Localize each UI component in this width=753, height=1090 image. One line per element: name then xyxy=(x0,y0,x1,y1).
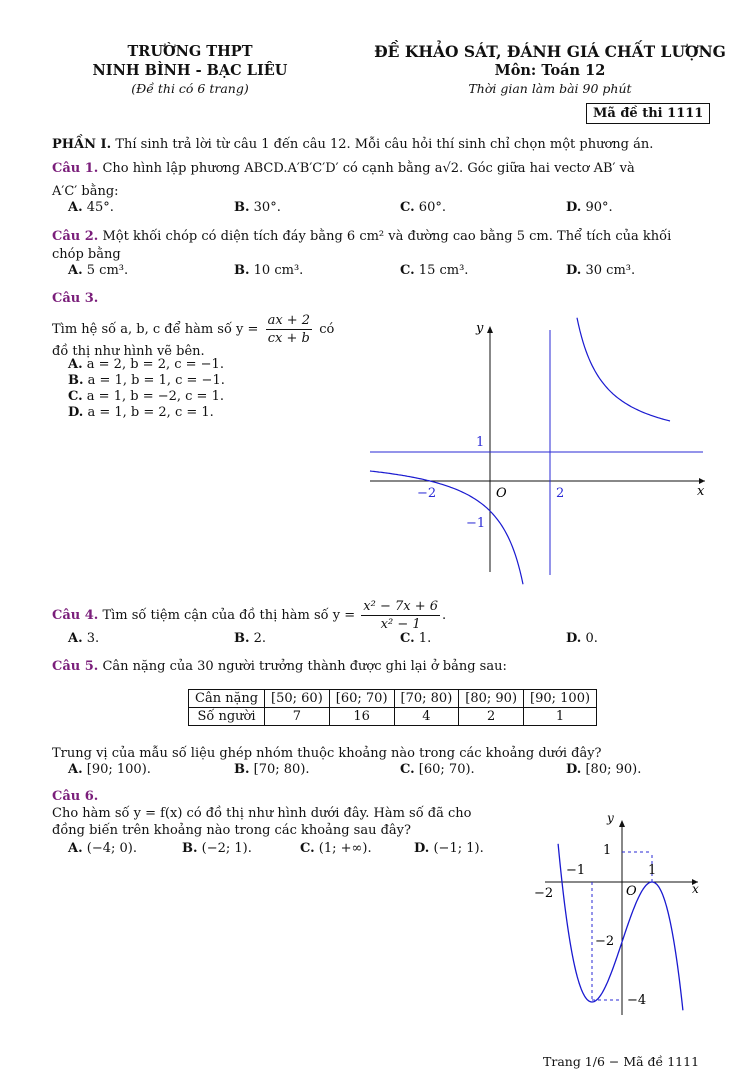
table-cell: [80; 90) xyxy=(459,690,524,708)
table-cell: [70; 80) xyxy=(394,690,459,708)
q2-text: Một khối chóp có diện tích đáy bằng 6 cm² và đường cao bằng 5 cm. Thể tích của khối xyxy=(102,229,672,244)
q3-label: Câu 3. xyxy=(52,291,99,306)
q5-frequency-table xyxy=(188,689,597,726)
q3-label-y: y xyxy=(476,321,484,336)
q4-numerator: x² − 7x + 6 xyxy=(363,599,438,614)
q3-text-a: Tìm hệ số a, b, c để hàm số y = xyxy=(52,322,259,337)
q6-label-x: x xyxy=(692,882,699,896)
exam-code-box: Mã đề thi 1111 xyxy=(586,103,710,124)
q3-y-arrow xyxy=(487,326,493,333)
q4-text-a: Tìm số tiệm cận của đồ thị hàm số y = xyxy=(102,608,356,623)
q6-cubic-graph xyxy=(530,805,710,1025)
q3-option-c[interactable]: C. a = 1, b = −2, c = 1. xyxy=(68,389,224,404)
page-footer: Trang 1/6 − Mã đề 1111 xyxy=(543,1054,700,1069)
exam-subject: Môn: Toán 12 xyxy=(494,62,606,79)
q4-option-c[interactable]: C. 1. xyxy=(400,631,432,646)
exam-block xyxy=(350,42,750,97)
table-cell: [50; 60) xyxy=(265,690,330,708)
q2-stem-line2: chóp bằng xyxy=(52,247,121,262)
q2-stem xyxy=(52,228,671,245)
q6-label-neg1: −1 xyxy=(566,863,586,878)
table-row xyxy=(189,690,597,708)
q6-label-neg4: −4 xyxy=(627,993,647,1008)
q5-text: Cân nặng của 30 người trưởng thành được ghi lại ở bảng sau: xyxy=(102,659,507,674)
q3-label-2: 2 xyxy=(556,486,565,501)
q5-table-wrapper xyxy=(188,689,597,726)
q4-fraction xyxy=(361,598,440,633)
q1-stem xyxy=(52,160,635,177)
q3-hyperbola-graph xyxy=(360,312,720,590)
table-cell: 16 xyxy=(329,708,394,726)
q6-label-y: y xyxy=(607,811,614,825)
q4-denominator: x² − 1 xyxy=(380,617,421,632)
school-name-line2: NINH BÌNH - BẠC LIÊU xyxy=(92,62,288,79)
q2-option-a[interactable]: A. 5 cm³. xyxy=(68,263,129,278)
q3-label-neg2: −2 xyxy=(417,486,437,501)
q3-label-1: 1 xyxy=(476,435,485,450)
q6-option-b[interactable]: B. (−2; 1). xyxy=(182,841,252,856)
q5-label: Câu 5. xyxy=(52,659,99,674)
table-cell: 7 xyxy=(265,708,330,726)
q3-stem xyxy=(52,312,334,347)
q6-stem-line2: đồng biến trên khoảng nào trong các khoảng sau đây? xyxy=(52,823,411,838)
school-block xyxy=(60,42,320,97)
q3-text-b: có xyxy=(319,322,335,337)
q2-option-b[interactable]: B. 10 cm³. xyxy=(234,263,304,278)
q3-fraction xyxy=(266,312,313,347)
q3-curve-right-branch xyxy=(577,318,670,421)
exam-duration: Thời gian làm bài 90 phút xyxy=(468,81,632,96)
q1-text: Cho hình lập phương ABCD.A′B′C′D′ có cạnh bằng a√2. Góc giữa hai vectơ AB′ và xyxy=(102,161,635,176)
table-cell: 4 xyxy=(394,708,459,726)
q5-option-d[interactable]: D. [80; 90). xyxy=(566,762,642,777)
q6-option-a[interactable]: A. (−4; 0). xyxy=(68,841,137,856)
q4-stem: Câu 4. Tìm số tiệm cận của đồ thị hàm số y = $\frac{\text{x² − 7x + 6}}{\text{x² − 1}}$ . xyxy=(52,599,447,632)
pages-note: (Đề thi có 6 trang) xyxy=(131,81,249,96)
part1-text: Thí sinh trả lời từ câu 1 đến câu 12. Mỗi câu hỏi thí sinh chỉ chọn một phương án. xyxy=(115,137,654,152)
q6-option-d[interactable]: D. (−1; 1). xyxy=(414,841,484,856)
table-cell: [60; 70) xyxy=(329,690,394,708)
q5-question: Trung vị của mẫu số liệu ghép nhóm thuộc khoảng nào trong các khoảng dưới đây? xyxy=(52,746,602,761)
q1-stem-line2: A′C′ bằng: xyxy=(52,184,119,199)
table-cell: 2 xyxy=(459,708,524,726)
q3-stem-line2: đồ thị như hình vẽ bên. xyxy=(52,344,205,359)
q1-option-d[interactable]: D. 90°. xyxy=(566,200,613,215)
q1-option-a[interactable]: A. 45°. xyxy=(68,200,114,215)
q4-option-a[interactable]: A. 3. xyxy=(68,631,100,646)
q6-label-1-x: 1 xyxy=(648,863,657,878)
q6-label-1-y: 1 xyxy=(603,843,612,858)
table-row-header: Số người xyxy=(189,708,265,726)
q4-option-b[interactable]: B. 2. xyxy=(234,631,267,646)
q6-label-origin: O xyxy=(626,884,637,899)
table-row xyxy=(189,708,597,726)
q5-option-c[interactable]: C. [60; 70). xyxy=(400,762,475,777)
table-row-header: Cân nặng xyxy=(189,690,265,708)
q3-option-b[interactable]: B. a = 1, b = 1, c = −1. xyxy=(68,373,225,388)
q2-label: Câu 2. xyxy=(52,229,99,244)
q3-label-x: x xyxy=(697,484,705,499)
q3-label-origin: O xyxy=(496,486,507,501)
q6-label-neg2-y: −2 xyxy=(595,934,615,949)
exam-title: ĐỀ KHẢO SÁT, ĐÁNH GIÁ CHẤT LƯỢNG xyxy=(374,42,726,61)
school-name-line1: TRƯỜNG THPT xyxy=(127,43,253,60)
q1-option-c[interactable]: C. 60°. xyxy=(400,200,446,215)
q3-numerator: ax + 2 xyxy=(267,313,311,328)
q5-stem xyxy=(52,658,507,675)
q2-option-c[interactable]: C. 15 cm³. xyxy=(400,263,469,278)
q4-label: Câu 4. xyxy=(52,608,99,623)
q5-option-a[interactable]: A. [90; 100). xyxy=(68,762,151,777)
q3-option-d[interactable]: D. a = 1, b = 2, c = 1. xyxy=(68,405,214,420)
q1-option-b[interactable]: B. 30°. xyxy=(234,200,281,215)
part1-label: PHẦN I. xyxy=(52,137,112,152)
q6-label: Câu 6. xyxy=(52,789,99,804)
q6-stem: Cho hàm số y = f(x) có đồ thị như hình dưới đây. Hàm số đã cho xyxy=(52,806,472,821)
q3-denominator: cx + b xyxy=(267,331,310,346)
q6-y-arrow xyxy=(619,820,625,827)
q3-label-neg1: −1 xyxy=(466,516,486,531)
table-cell: [90; 100) xyxy=(524,690,597,708)
part1-instruction xyxy=(52,136,653,153)
q3-option-a[interactable]: A. a = 2, b = 2, c = −1. xyxy=(68,357,224,372)
q1-label: Câu 1. xyxy=(52,161,99,176)
q6-option-c[interactable]: C. (1; +∞). xyxy=(300,841,372,856)
q5-option-b[interactable]: B. [70; 80). xyxy=(234,762,310,777)
q4-option-d[interactable]: D. 0. xyxy=(566,631,598,646)
q6-label-neg2-x: −2 xyxy=(534,886,554,901)
q2-option-d[interactable]: D. 30 cm³. xyxy=(566,263,636,278)
table-cell: 1 xyxy=(524,708,597,726)
